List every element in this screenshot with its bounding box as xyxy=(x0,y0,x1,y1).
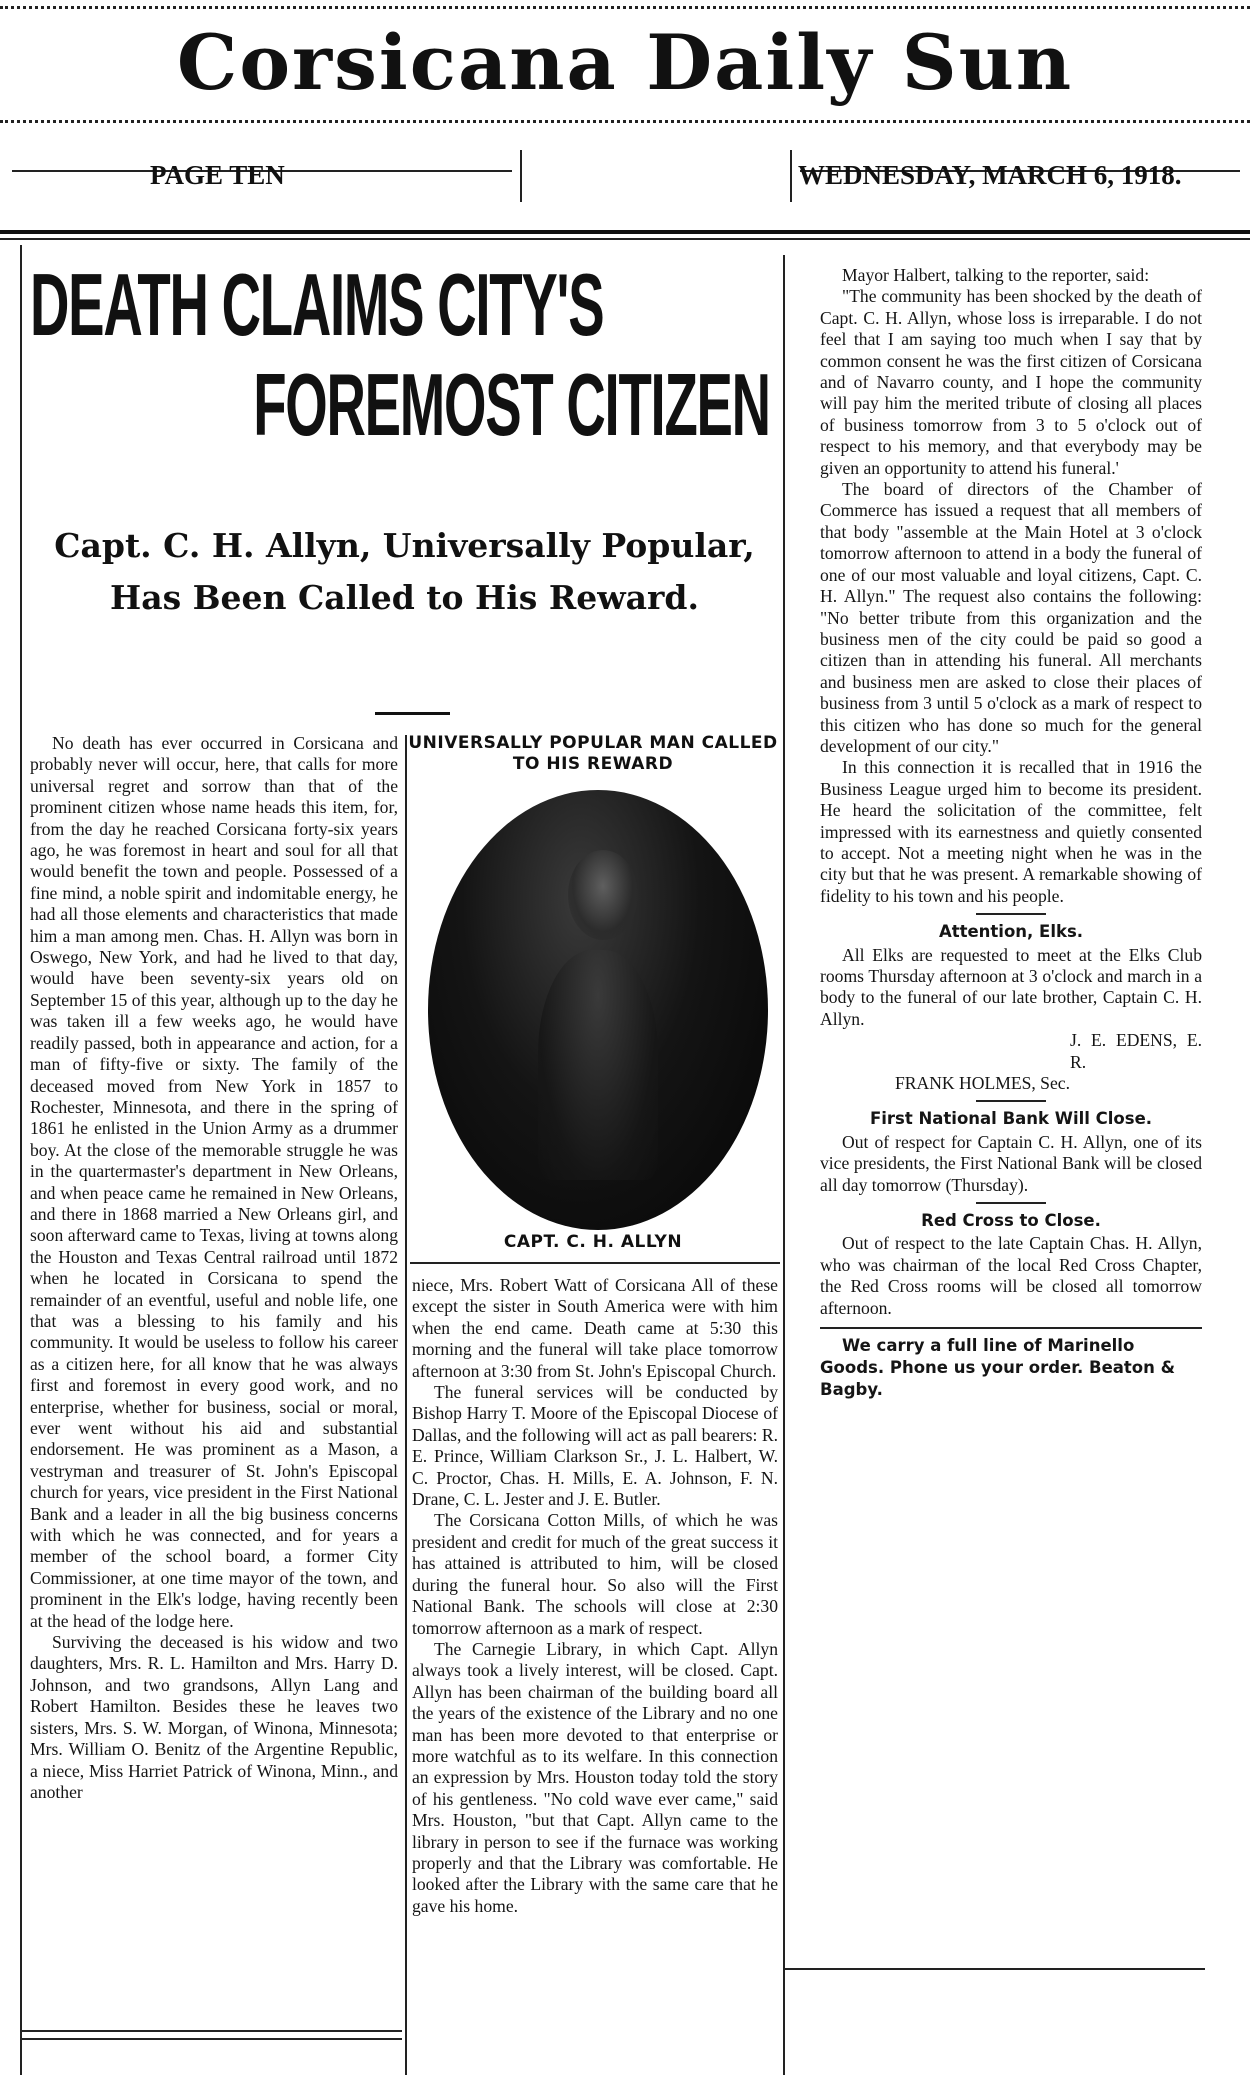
article-column-3 xyxy=(820,265,1202,1965)
notice-separator xyxy=(976,1202,1046,1204)
headline-line-1: DEATH CLAIMS CITY'S xyxy=(30,255,604,354)
issue-date: WEDNESDAY, MARCH 6, 1918. xyxy=(798,160,1182,190)
masthead-bottom-border xyxy=(0,120,1250,123)
notice-separator xyxy=(976,913,1046,915)
folio-divider-left xyxy=(520,150,522,202)
folio-divider-right xyxy=(790,150,792,202)
article-paragraph: In this connection it is recalled that in 1916 the Business League urged him to become its president. He heard the solicitation of the committee, felt impressed with its earnestness and quietly consented to accept. Not a meeting night when he was in the city but that he was present. A remarkable showing of fidelity to his town and his people. xyxy=(820,757,1202,906)
folio-bottom-rule xyxy=(0,230,1250,234)
photo-caption-bottom: CAPT. C. H. ALLYN xyxy=(503,1232,683,1252)
column-divider-2 xyxy=(783,255,785,2075)
article-paragraph: The Corsicana Cotton Mills, of which he was president and credit for much of the great success it has attained is attributed to him, will be closed during the funeral hour. So also will the First National Bank. The schools will close at 2:30 tomorrow afternoon as a mark of respect. xyxy=(412,1510,778,1638)
portrait-face xyxy=(568,850,638,940)
redcross-notice-body: Out of respect to the late Captain Chas. H. Allyn, who was chairman of the local Red Cross Chapter, the Red Cross rooms will be closed all tomorrow afternoon. xyxy=(820,1233,1202,1318)
portrait-figure xyxy=(538,950,658,1180)
ad-separator xyxy=(820,1327,1202,1329)
bank-notice-title: First National Bank Will Close. xyxy=(869,1109,1153,1129)
folio-bottom-rule-thin xyxy=(0,238,1250,240)
advertisement: We carry a full line of Marinello Goods. Phone us your order. Beaton & Bagby. xyxy=(820,1336,1176,1400)
article-paragraph: niece, Mrs. Robert Watt of Corsicana All of these except the sister in South America were with him when the end came. Death came at 5:30 this morning and the funeral will take place tomorrow afternoon at 3:30 from St. John's Episcopal Church. xyxy=(412,1275,778,1381)
bank-notice-body: Out of respect for Captain C. H. Allyn, one of its vice presidents, the First National Bank will be closed all day tomorrow (Thursday). xyxy=(820,1131,1202,1195)
column-divider-1 xyxy=(405,735,407,2075)
article-column-1 xyxy=(30,733,398,2033)
masthead-top-border xyxy=(0,6,1250,9)
newspaper-title: Corsicana Daily Sun xyxy=(176,18,1074,107)
redcross-notice-title: Red Cross to Close. xyxy=(921,1211,1101,1231)
photo-bottom-rule xyxy=(410,1262,780,1264)
column-3-bottom-rule xyxy=(785,1968,1205,1970)
article-paragraph: The Carnegie Library, in which Capt. Allyn always took a lively interest, will be closed. Capt. Allyn has been chairman of the building board all the years of the existence of the Library and no one man has been more devoted to that enterprise or more watchful as to its welfare. In this connection an expression by Mrs. Houston today told the story of his gentleness. "No cold wave ever came," said Mrs. Houston, "but that Capt. Allyn came to the library in person to see if the furnace was working properly and that the Library was comfortable. He looked after the Library with the same care that he gave his home. xyxy=(412,1638,778,1916)
article-paragraph: The funeral services will be conducted by Bishop Harry T. Moore of the Episcopal Diocese of Dallas, and the following will act as pall bearers: R. E. Prince, William Clarkson Sr., J. L. Halbert, W. C. Proctor, Chas. H. Mills, E. A. Johnson, F. N. Drane, C. L. Jester and J. E. Butler. xyxy=(412,1382,778,1510)
column-1-bottom-rule-2 xyxy=(22,2038,402,2040)
left-border xyxy=(20,245,22,2075)
elks-signature-1: J. E. EDENS, E. R. xyxy=(1070,1030,1202,1072)
portrait-photo xyxy=(428,790,768,1230)
article-paragraph: "The community has been shocked by the death of Capt. C. H. Allyn, whose loss is irreparable. I do not feel that I am saying too much when I say that by common consent he was the first citizen of Corsicana and of Navarro county, and I hope the community will pay him the merited tribute of closing all places of business tomorrow from 3 to 5 o'clock out of respect to his memory, and that everybody may be given an opportunity to attend his funeral.' xyxy=(820,286,1202,478)
deck-rule xyxy=(375,712,450,715)
article-paragraph: Surviving the deceased is his widow and two daughters, Mrs. R. L. Hamilton and Mrs. Harry D. Johnson, and two grandsons, Allyn Lang and Robert Hamilton. Besides these he leaves two sisters, Mrs. S. W. Morgan, of Winona, Minnesota; Mrs. William O. Benitz of the Argentine Republic, a niece, Miss Harriet Patrick of Winona, Minn., and another xyxy=(30,1632,398,1802)
column-1-bottom-rule xyxy=(22,2030,402,2032)
article-paragraph: No death has ever occurred in Corsicana and probably never will occur, here, that calls for more universal regret and sorrow than that of the prominent citizen whose name heads this item, for, from the day he reached Corsicana forty-six years ago, he was foremost in heart and soul for all that would benefit the town and people. Possessed of a fine mind, a noble spirit and indomitable energy, he had all those elements and characteristics that made him a man among men. Chas. H. Allyn was born in Oswego, New York, and had he lived to that day, would have been seventy-six years old on September 15 of this year, although up to the day he was taken ill a few weeks ago, he would have readily passed, both in appearance and action, for a man of fifty-five or sixty. The family of the deceased moved from New York in 1857 to Rochester, Minnesota, and there in the spring of 1861 he enlisted in the Union Army as a drummer boy. At the close of the memorable struggle he was in the quartermaster's department in New Orleans, and when peace came he remained in New Orleans, and there in 1868 married a New Orleans girl, and soon afterward came to Texas, living at towns along the Houston and Texas Central railroad until 1872 when he located in Corsicana to spend the remainder of an eventful, useful and noble life, one that was a blessing to his family and his community. It would be useless to follow his career as a citizen here, for all know that he was always first and foremost in every good work, and no enterprise, whether for business, social or moral, ever went without his aid and substantial endorsement. He was prominent as a Mason, a vestryman and treasurer of St. John's Episcopal church for years, vice president in the First National Bank and a leader in all the big business concerns with which he was connected, and for years a member of the school board, a former City Commissioner, at one time mayor of the town, and prominent in the Elk's lodge, having recently been at the head of the lodge here. xyxy=(30,733,398,1631)
elks-notice-title: Attention, Elks. xyxy=(938,922,1084,942)
article-paragraph: The board of directors of the Chamber of Commerce has issued a request that all members of that body "assemble at the Main Hotel at 3 o'clock tomorrow afternoon to attend in a body the funeral of one of our most valuable and loyal citizens, Capt. C. H. Allyn." The request also contains the following: "No better tribute from this organization and the business men of the city could be paid so good a citizen than in attending his funeral. All merchants and business men are asked to close their places of business from 3 until 5 o'clock as a mark of respect to this citizen who has done so much for the general development of our city." xyxy=(820,479,1202,756)
headline xyxy=(30,255,770,455)
photo-caption-top: UNIVERSALLY POPULAR MAN CALLED TO HIS REWARD xyxy=(408,733,778,774)
deck-subheadline: Capt. C. H. Allyn, Universally Popular, Has Been Called to His Reward. xyxy=(54,526,755,617)
elks-notice-body: All Elks are requested to meet at the Elks Club rooms Thursday afternoon at 3 o'clock and march in a body to the funeral of our late brother, Captain C. H. Allyn. xyxy=(820,944,1202,1029)
elks-signature-2: FRANK HOLMES, Sec. xyxy=(895,1073,1070,1094)
page-label: PAGE TEN xyxy=(150,160,285,190)
headline-line-2: FOREMOST CITIZEN xyxy=(253,355,770,454)
article-paragraph: Mayor Halbert, talking to the reporter, said: xyxy=(842,265,1150,285)
notice-separator xyxy=(976,1100,1046,1102)
masthead xyxy=(0,0,1250,135)
article-column-2 xyxy=(412,1275,778,2075)
